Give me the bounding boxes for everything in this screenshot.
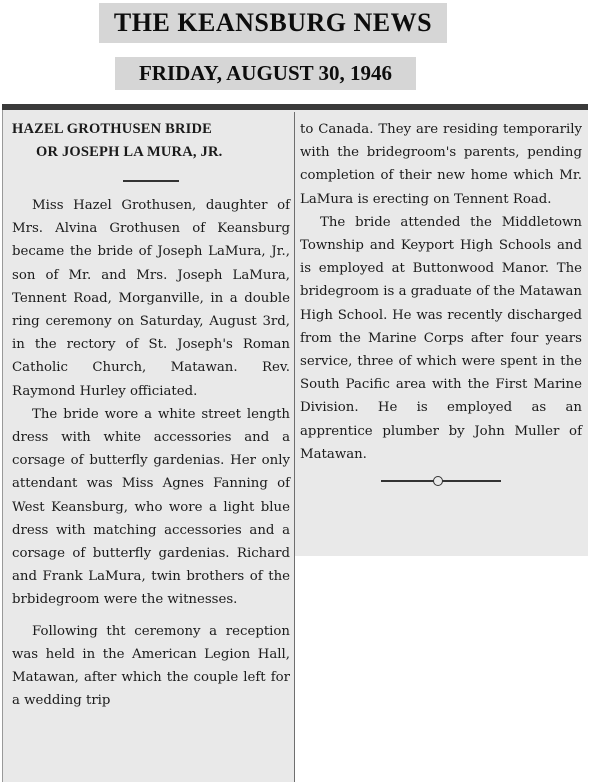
article-column-right (300, 118, 582, 482)
article-paragraph: Miss Hazel Grothusen, daughter of Mrs. Alvina Grothusen of Keansburg became the bride of Joseph LaMura, Jr., son of Mr. and Mrs. Joseph LaMura, Tennent Road, Morganville, in a double ring ceremony on Saturday, August 3rd, in the rectory of St. Joseph's Roman Catholic Church, Matawan. Rev. Raymond Hurley officiated. (12, 198, 290, 399)
headline-line-1: HAZEL GROTHUSEN BRIDE (12, 121, 212, 137)
article-column-left (12, 118, 290, 712)
article-paragraph: The bride attended the Middletown Township and Keyport High Schools and is employed at Buttonwood Manor. The bridegroom is a graduate of the Matawan High School. He was recently discharged from the Marine Corps after four years service, three of which were spent in the South Pacific area with the First Marine Division. He is employed as an apprentice plumber by John Muller of Matawan. (300, 214, 582, 462)
article-paragraph: to Canada. They are residing temporarily with the bridegroom's parents, pending completion of their new home which Mr. LaMura is erecting on Tennent Road. (300, 122, 582, 207)
headline-rule (123, 180, 179, 182)
newspaper-masthead: THE KEANSBURG NEWS (99, 3, 447, 43)
article-headline (12, 118, 290, 164)
column-divider (294, 112, 295, 782)
article-paragraph: Following tht ceremony a reception was held in the American Legion Hall, Matawan, after which the couple left for a wedding trip (12, 623, 290, 709)
top-rule (2, 104, 588, 110)
issue-date: FRIDAY, AUGUST 30, 1946 (115, 57, 416, 90)
headline-line-2: OR JOSEPH LA MURA, JR. (36, 144, 223, 160)
article-end-rule (381, 480, 501, 482)
article-paragraph: The bride wore a white street length dress with white accessories and a corsage of butterfly gardenias. Her only attendant was Miss Agnes Fanning of West Keansburg, who wore a light blue dress with matching accessories and a corsage of butterfly gardenias. Richard and Frank LaMura, twin brothers of the brbidegroom were the witnesses. (12, 406, 290, 608)
